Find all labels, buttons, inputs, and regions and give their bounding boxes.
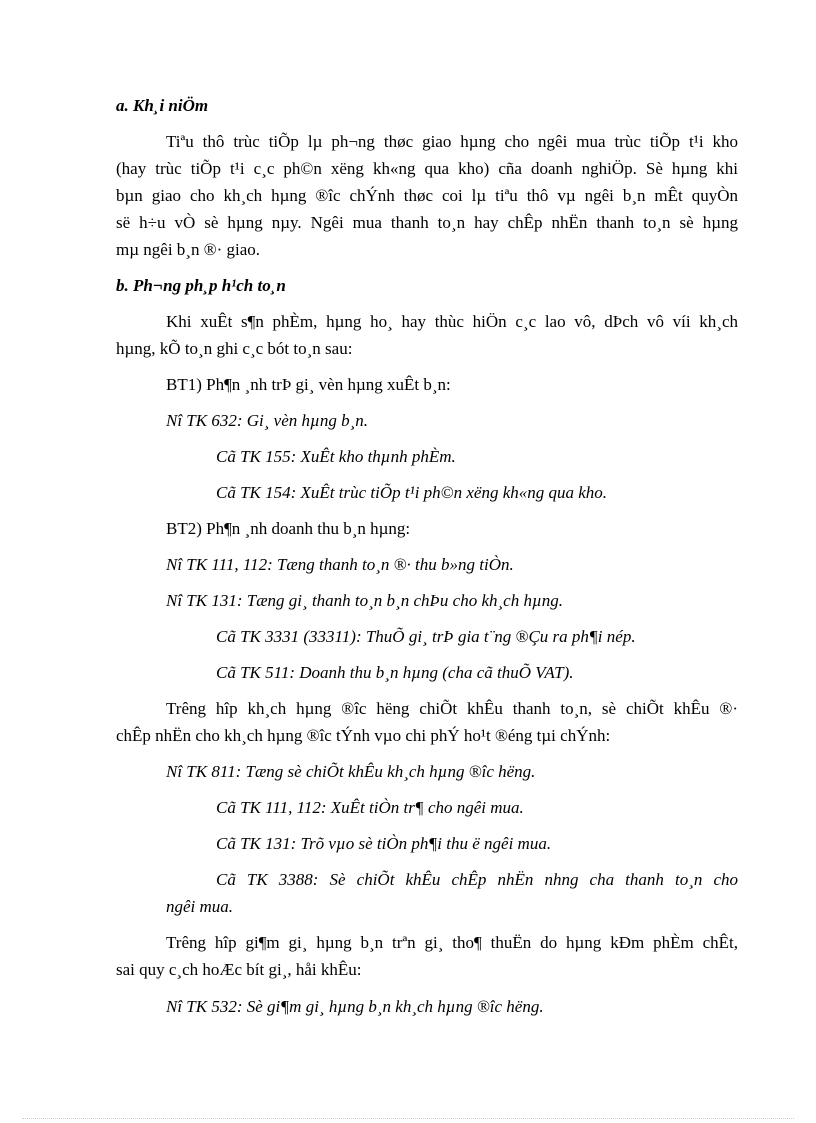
- paragraph-line: Trêng hîp gi¶m gi¸ hµng b¸n trªn gi¸ tho¶ thuËn do hµng kÐm phÈm chÊt,: [166, 933, 738, 952]
- paragraph-line: Tiªu thô trùc tiÕp lµ ph¬ng thøc giao hµng cho ngêi mua trùc tiÕp t¹i kho: [166, 132, 738, 151]
- credit-entry: Cã TK 111, 112: XuÊt tiÒn tr¶ cho ngêi mua.: [216, 798, 524, 817]
- debit-entry: Nî TK 131: Tæng gi¸ thanh to¸n b¸n chÞu cho kh¸ch hµng.: [166, 591, 563, 610]
- paragraph-line: sai quy c¸ch hoÆc bít gi¸, håi khÊu:: [116, 960, 362, 979]
- entry-title: BT2) Ph¶n ¸nh doanh thu b¸n hµng:: [166, 519, 411, 538]
- paragraph-line: mµ ngêi b¸n ®· giao.: [116, 240, 261, 259]
- paragraph-line: së h÷u vÒ sè hµng nµy. Ngêi mua thanh to¸n hay chÊp nhËn thanh to¸n sè hµng: [116, 213, 738, 232]
- credit-entry-continuation: ngêi mua.: [166, 897, 234, 916]
- debit-entry: Nî TK 632: Gi¸ vèn hµng b¸n.: [166, 411, 368, 430]
- credit-entry: Cã TK 3388: Sè chiÕt khÊu chÊp nhËn nhng cha thanh to¸n cho: [216, 870, 738, 889]
- paragraph-line: Trêng hîp kh¸ch hµng ®îc hëng chiÕt khÊu thanh to¸n, sè chiÕt khÊu ®·: [166, 699, 738, 718]
- paragraph-line: (hay trùc tiÕp t¹i c¸c ph©n xëng kh«ng qua kho) cña doanh nghiÖp. Sè hµng khi: [116, 159, 738, 178]
- section-b-heading: b. Ph¬ng ph¸p h¹ch to¸n: [116, 276, 286, 295]
- credit-entry: Cã TK 154: XuÊt trùc tiÕp t¹i ph©n xëng kh«ng qua kho.: [216, 483, 608, 502]
- paragraph-line: Khi xuÊt s¶n phÈm, hµng ho¸ hay thùc hiÖn c¸c lao vô, dÞch vô víi kh¸ch: [166, 312, 738, 331]
- page-bottom-border: [22, 1118, 794, 1119]
- paragraph-line: bµn giao cho kh¸ch hµng ®îc chÝnh thøc coi lµ tiªu thô vµ ngêi b¸n mÊt quyÒn: [116, 186, 738, 205]
- debit-entry: Nî TK 532: Sè gi¶m gi¸ hµng b¸n kh¸ch hµng ®îc hëng.: [166, 997, 544, 1016]
- credit-entry: Cã TK 131: Trõ vµo sè tiÒn ph¶i thu ë ngêi mua.: [216, 834, 552, 853]
- paragraph-line: hµng, kÕ to¸n ghi c¸c bót to¸n sau:: [116, 339, 353, 358]
- credit-entry: Cã TK 155: XuÊt kho thµnh phÈm.: [216, 447, 456, 466]
- debit-entry: Nî TK 811: Tæng sè chiÕt khÊu kh¸ch hµng ®îc hëng.: [166, 762, 536, 781]
- section-a-heading: a. Kh¸i niÖm: [116, 96, 209, 115]
- entry-title: BT1) Ph¶n ¸nh trÞ gi¸ vèn hµng xuÊt b¸n:: [166, 375, 451, 394]
- credit-entry: Cã TK 511: Doanh thu b¸n hµng (cha cã thuÕ VAT).: [216, 663, 574, 682]
- debit-entry: Nî TK 111, 112: Tæng thanh to¸n ®· thu b»ng tiÒn.: [166, 555, 514, 574]
- credit-entry: Cã TK 3331 (33311): ThuÕ gi¸ trÞ gia t¨ng ®Çu ra ph¶i nép.: [216, 627, 636, 646]
- paragraph-line: chÊp nhËn cho kh¸ch hµng ®îc tÝnh vµo chi phÝ ho¹t ®éng tµi chÝnh:: [116, 726, 611, 745]
